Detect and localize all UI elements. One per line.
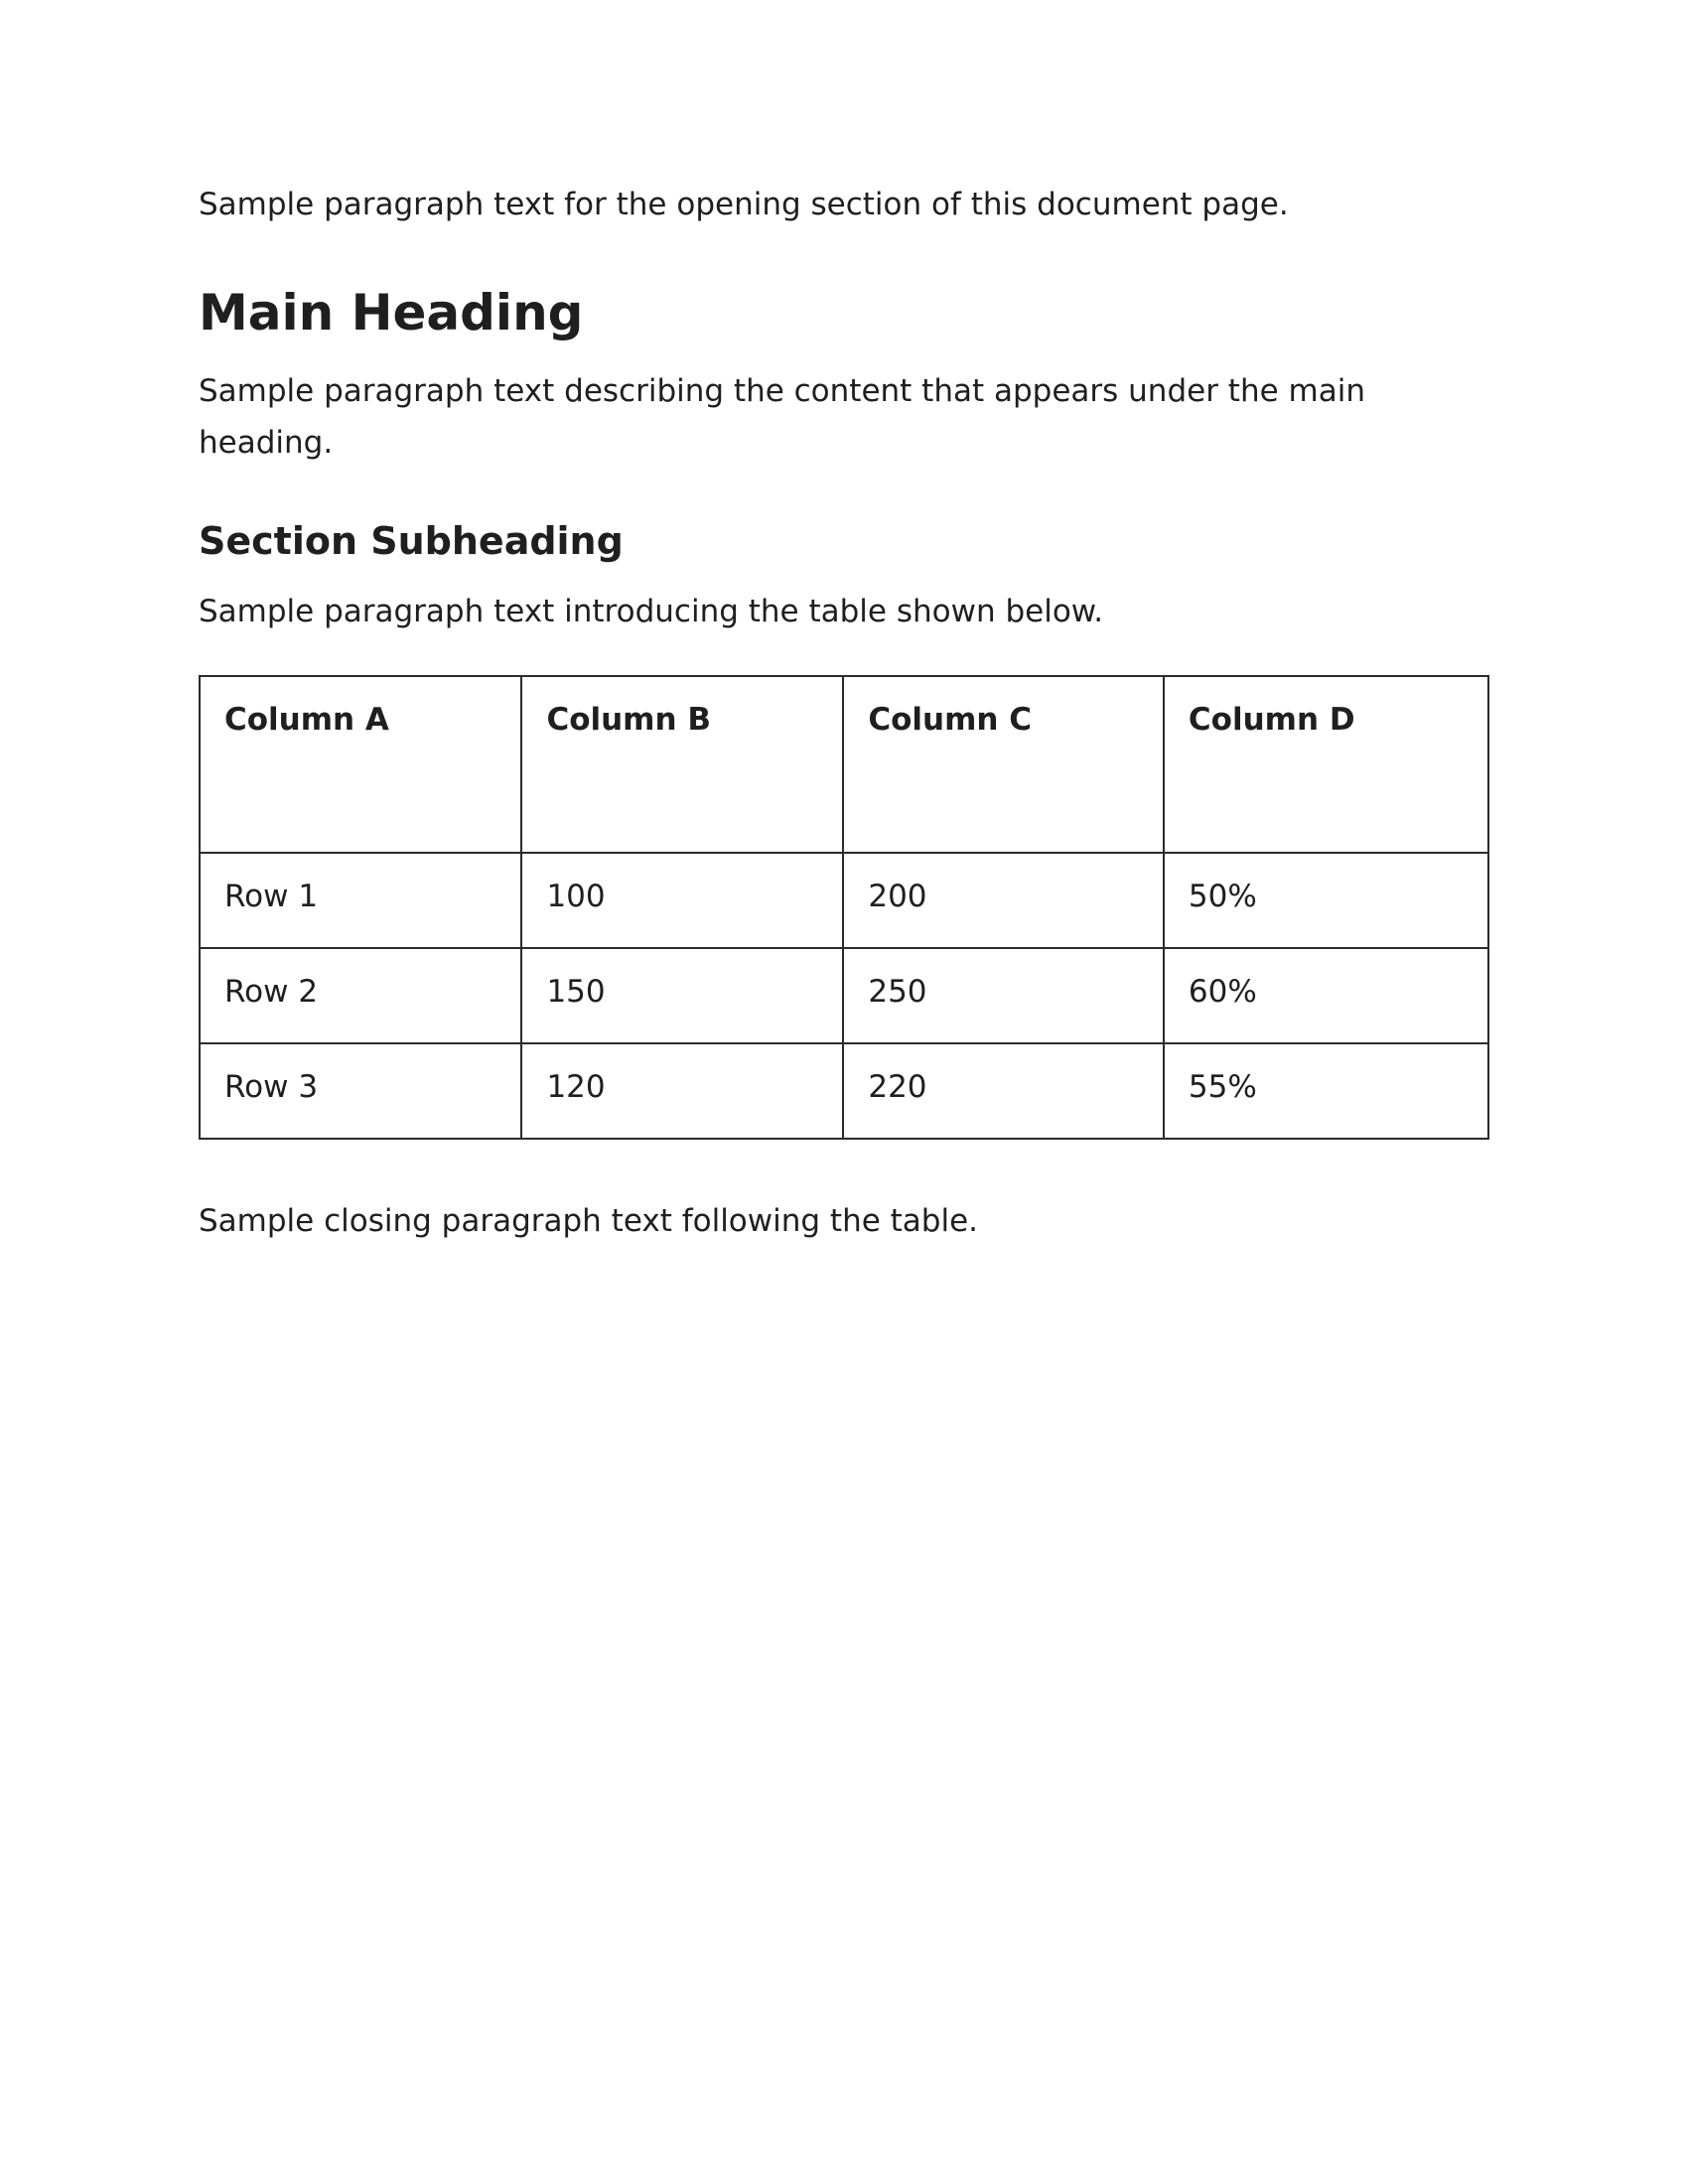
table-header-cell: Column C — [843, 676, 1164, 853]
table-cell: 60% — [1164, 948, 1488, 1043]
opening-paragraph: Sample paragraph text for the opening section of this document page. — [199, 187, 1289, 222]
table-row — [200, 948, 1488, 1043]
data-table — [199, 675, 1489, 1140]
table-cell: Row 1 — [200, 853, 521, 948]
table-row — [200, 853, 1488, 948]
document-content — [199, 179, 1489, 1285]
main-paragraph: Sample paragraph text describing the content that appears under the main heading. — [199, 373, 1365, 461]
table-row — [200, 1043, 1488, 1139]
table-cell: 220 — [843, 1043, 1164, 1139]
table-cell: 250 — [843, 948, 1164, 1043]
table-cell: 120 — [521, 1043, 843, 1139]
main-heading: Main Heading — [199, 284, 584, 341]
table-cell: 100 — [521, 853, 843, 948]
table-header-cell: Column A — [200, 676, 521, 853]
closing-paragraph: Sample closing paragraph text following the table. — [199, 1203, 979, 1239]
table-header-cell: Column D — [1164, 676, 1488, 853]
table-cell: Row 3 — [200, 1043, 521, 1139]
table-intro-paragraph: Sample paragraph text introducing the table shown below. — [199, 594, 1104, 629]
section-subheading: Section Subheading — [199, 519, 624, 563]
table-header-row — [200, 676, 1488, 853]
table-header-cell: Column B — [521, 676, 843, 853]
table-cell: 50% — [1164, 853, 1488, 948]
table-cell: 200 — [843, 853, 1164, 948]
table-cell: Row 2 — [200, 948, 521, 1043]
table-cell: 150 — [521, 948, 843, 1043]
table-cell: 55% — [1164, 1043, 1488, 1139]
